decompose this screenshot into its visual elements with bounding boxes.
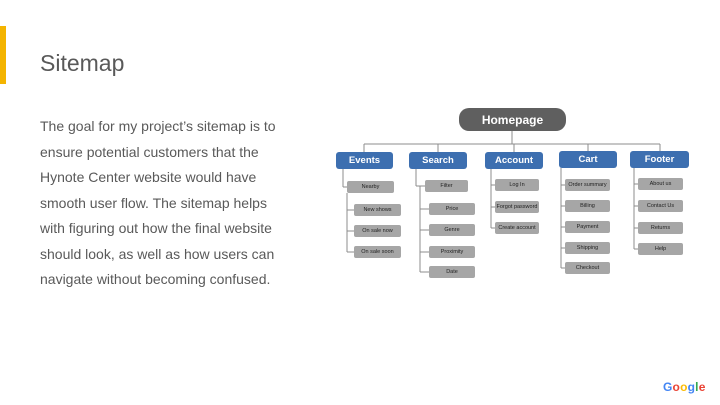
sitemap-item: Shipping [565, 242, 610, 254]
sitemap-category-account: Account [485, 152, 543, 169]
sitemap-item: Genre [429, 224, 475, 236]
sitemap-item: New shows [354, 204, 401, 216]
slide-body-text: The goal for my project’s sitemap is to ensure potential customers that the Hynote Center website would have smooth user flow. The sitemap helps with figuring out how the final website should look, as well as how users can navigate without becoming confused. [40, 118, 276, 287]
sitemap-item: Order summary [565, 179, 610, 191]
sitemap-item: About us [638, 178, 683, 190]
sitemap-category-cart: Cart [559, 151, 617, 168]
sitemap-item: Proximity [429, 246, 475, 258]
sitemap-item: Forgot password [495, 201, 539, 213]
sitemap-item: On sale now [354, 225, 401, 237]
sitemap-root-node: Homepage [459, 108, 566, 131]
logo-letter: o [680, 380, 688, 394]
sitemap-item: Date [429, 266, 475, 278]
sitemap-item: On sale soon [354, 246, 401, 258]
sitemap-item: Contact Us [638, 200, 683, 212]
logo-letter: l [695, 380, 699, 394]
logo-letter: G [663, 380, 673, 394]
sitemap-item: Payment [565, 221, 610, 233]
sitemap-item: Returns [638, 222, 683, 234]
sitemap-item: Billing [565, 200, 610, 212]
sitemap-item: Checkout [565, 262, 610, 274]
sitemap-category-search: Search [409, 152, 467, 169]
sitemap-category-footer: Footer [630, 151, 689, 168]
logo-letter: e [698, 380, 706, 394]
slide-title: Sitemap [40, 50, 125, 76]
logo-letter: o [672, 380, 681, 394]
sitemap-item: Nearby [347, 181, 394, 193]
logo-letter: g [687, 380, 696, 394]
sitemap-item: Log In [495, 179, 539, 191]
sitemap-item: Help [638, 243, 683, 255]
google-logo [663, 380, 706, 394]
sitemap-item: Price [429, 203, 475, 215]
sitemap-item: Create account [495, 222, 539, 234]
sitemap-item: Filter [425, 180, 468, 192]
sitemap-category-events: Events [336, 152, 393, 169]
